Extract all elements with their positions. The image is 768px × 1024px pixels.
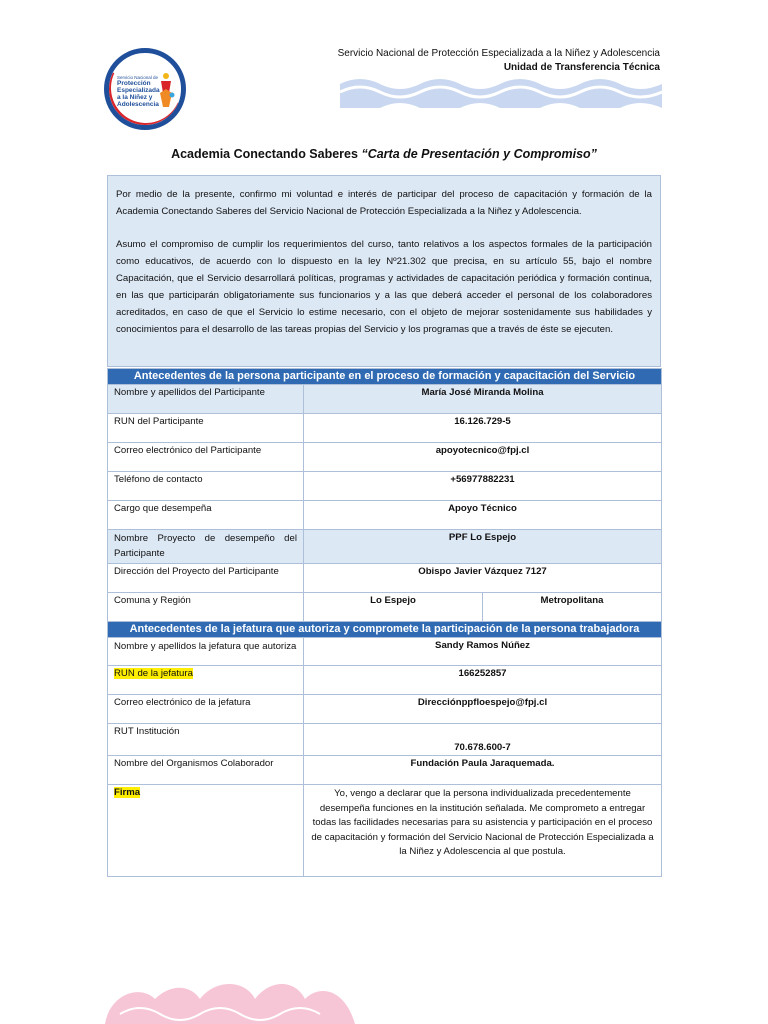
participant-email-label: Correo electrónico del Participante — [108, 443, 304, 472]
document-title — [0, 147, 768, 161]
participant-project-label: Nombre Proyecto de desempeño del Participante — [108, 530, 304, 564]
boss-email-label: Correo electrónico de la jefatura — [108, 695, 304, 724]
participant-role-value: Apoyo Técnico — [304, 501, 662, 530]
boss-name-value: Sandy Ramos Núñez — [304, 638, 662, 666]
servicio-logo — [104, 48, 186, 130]
organism-value: Fundación Paula Jaraquemada. — [304, 756, 662, 785]
intro-paragraph-1: Por medio de la presente, confirmo mi voluntad e interés de participar del proceso de capacitación y formación de la Academia Conectando Saberes del Servicio Nacional de Protección Especializada a la Niñez y Adolescencia. — [116, 189, 652, 217]
participant-run-label: RUN del Participante — [108, 414, 304, 443]
title-italic: “Carta de Presentación y Compromiso” — [361, 147, 597, 161]
project-address-label: Dirección del Proyecto del Participante — [108, 564, 304, 593]
participant-phone-value: +56977882231 — [304, 472, 662, 501]
participant-role-label: Cargo que desempeña — [108, 501, 304, 530]
participant-name-value: María José Miranda Molina — [304, 385, 662, 414]
title-main: Academia Conectando Saberes — [171, 147, 362, 161]
boss-run-value: 166252857 — [304, 666, 662, 695]
participant-name-label: Nombre y apellidos del Participante — [108, 385, 304, 414]
participant-project-value: PPF Lo Espejo — [304, 530, 662, 564]
participant-phone-label: Teléfono de contacto — [108, 472, 304, 501]
logo-people-icon — [157, 71, 175, 111]
signature-label — [108, 785, 304, 877]
logo-line-3: Especializada — [117, 87, 160, 94]
intro-paragraph-2: Asumo el compromiso de cumplir los requerimientos del curso, tanto relativos a los aspectos formales de la participación como educativos, de acuerdo con lo dispuesto en la ley Nº21.302 que precisa, en su artículo 55, bajo el nombre Capacitación, que el Servicio desarrollará políticas, programas y actividades de capacitación periódica y formación continua, en las que participarán obligatoriamente sus funcionarios y a las que deberá acceder el personal de los colaboradores acreditados, en caso de que el Servicio lo estime necesario, con el objeto de mejorar sostenidamente sus habilidades y conocimientos para el desarrollo de las tareas propias del Servicio y los programas que a través de éste se ejecuten. — [116, 239, 652, 335]
intro-box — [107, 175, 661, 367]
decorative-wave-bottom — [100, 974, 370, 1024]
logo-line-5: Adolescencia — [117, 101, 159, 108]
decorative-wave-top — [340, 74, 662, 108]
organism-label: Nombre del Organismos Colaborador — [108, 756, 304, 785]
signature-label-text: Firma — [114, 787, 141, 798]
form-table — [107, 368, 662, 877]
section2-heading: Antecedentes de la jefatura que autoriza y compromete la participación de la persona trabajadora — [108, 622, 662, 638]
logo-line-1: Servicio Nacional de — [117, 75, 159, 80]
signature-statement: Yo, vengo a declarar que la persona individualizada precedentemente desempeña funciones en la institución señalada. Me comprometo a entregar todas las facilidades necesarias para su asistencia y participación en el proceso de capacitación y formación del Servicio Nacional de Protección Especializada a la Niñez y Adolescencia al que postula. — [304, 785, 662, 877]
boss-run-label — [108, 666, 304, 695]
boss-run-label-text: RUN de la jefatura — [114, 668, 193, 679]
header-org: Servicio Nacional de Protección Especializada a la Niñez y Adolescencia — [337, 48, 660, 59]
comuna-region-label: Comuna y Región — [108, 593, 304, 622]
participant-email-value: apoyotecnico@fpj.cl — [304, 443, 662, 472]
participant-run-value: 16.126.729-5 — [304, 414, 662, 443]
boss-email-value: Direcciónppfloespejo@fpj.cl — [304, 695, 662, 724]
comuna-value: Lo Espejo — [304, 593, 483, 622]
section1-heading: Antecedentes de la persona participante en el proceso de formación y capacitación del Servicio — [108, 369, 662, 385]
boss-name-label: Nombre y apellidos la jefatura que autoriza — [108, 638, 304, 666]
region-value: Metropolitana — [483, 593, 662, 622]
institution-rut-label: RUT Institución — [108, 724, 304, 756]
logo-line-4: a la Niñez y — [117, 94, 153, 101]
header-block — [338, 47, 660, 75]
logo-line-2: Protección — [117, 80, 151, 87]
institution-rut-value: 70.678.600-7 — [304, 724, 662, 756]
header-unit: Unidad de Transferencia Técnica — [503, 62, 660, 73]
project-address-value: Obispo Javier Vázquez 7127 — [304, 564, 662, 593]
